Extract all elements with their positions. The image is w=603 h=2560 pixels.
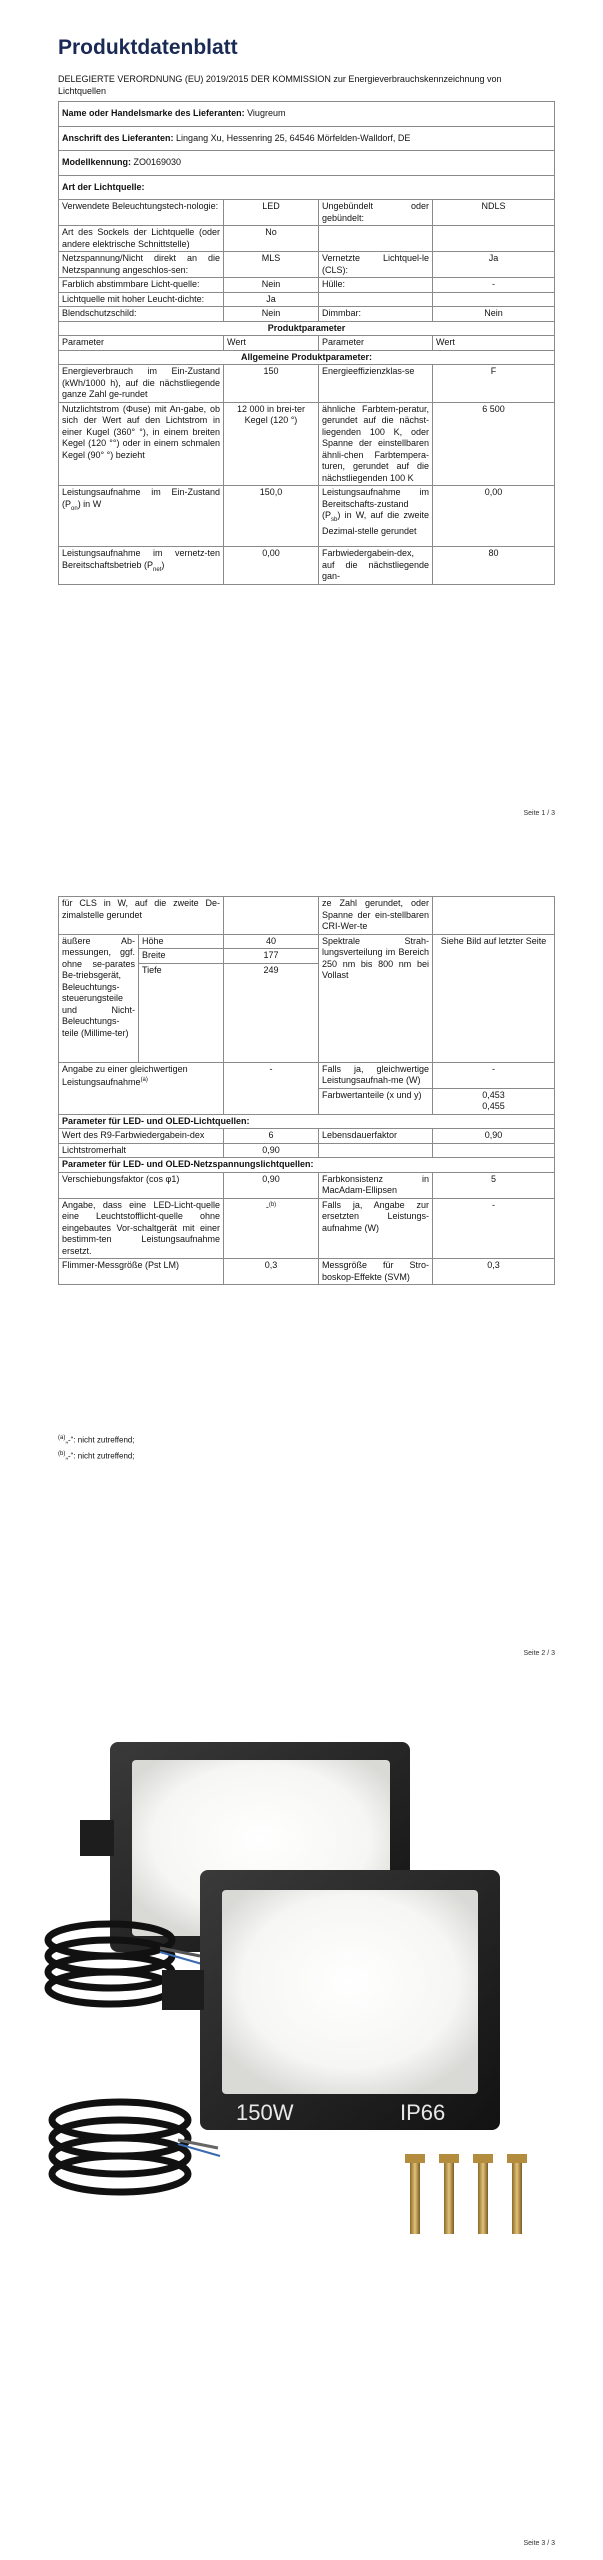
tunable-label: Farblich abstimmbare Licht-quelle:	[59, 278, 224, 293]
macadam-value: 5	[433, 1172, 555, 1198]
supplier-address-row	[59, 126, 555, 151]
tech-value: LED	[224, 200, 319, 226]
table-row	[59, 292, 555, 307]
fluorescent-replacement-label: Angabe, dass eine LED-Licht-quelle eine Leuchtstofflicht-quelle ohne eingebautes Vor-schaltgerät mit einer bestimm-ten Leistungsaufnahme ersetzt.	[59, 1198, 224, 1259]
svm-label: Messgröße für Stro-boskop-Effekte (SVM)	[319, 1259, 433, 1285]
energy-class-value: F	[433, 365, 555, 403]
dimmable-label: Dimmbar:	[319, 307, 433, 322]
ip-rating-label: IP66	[400, 2100, 446, 2125]
table-row	[59, 1172, 555, 1198]
supplier-address-label: Anschrift des Lieferanten:	[62, 132, 174, 143]
light-type-header-row	[59, 175, 555, 200]
tunable-value: Nein	[224, 278, 319, 293]
spd-value: Siehe Bild auf letzter Seite	[433, 934, 555, 1062]
col-header-value: Wert	[433, 336, 555, 351]
mains-label: Netzspannung/Nicht direkt an die Netzspannung angeschlos-sen:	[59, 252, 224, 278]
height-label: Höhe	[139, 934, 224, 949]
replaced-power-label: Falls ja, Angabe zur ersetzten Leistungs-aufnahme (W)	[319, 1198, 433, 1259]
power-on-label: Leistungsaufnahme im Ein-Zustand $(P_{on})$ in W	[59, 486, 224, 547]
table-row	[59, 200, 555, 226]
mains-value: MLS	[224, 252, 319, 278]
floodlight-front	[162, 1870, 500, 2130]
table-row	[59, 1198, 555, 1259]
chromaticity-value: 0,453 0,455	[433, 1088, 555, 1114]
width-value: 177	[224, 949, 319, 964]
unbundled-value: NDLS	[433, 200, 555, 226]
flicker-label: Flimmer-Messgröße (Pst LM)	[59, 1259, 224, 1285]
equivalent-watt-label: Falls ja, gleichwertige Leistungsaufnah-me (W)	[319, 1062, 433, 1088]
mains-header-row	[59, 1158, 555, 1173]
svm-value: 0,3	[433, 1259, 555, 1285]
regulation-subtitle: DELEGIERTE VERORDNUNG (EU) 2019/2015 DER KOMMISSION zur Energieverbrauchskennzeichnung von Lichtquellen	[58, 74, 502, 96]
replaced-power-value: -	[433, 1198, 555, 1259]
energy-value: 150	[224, 365, 319, 403]
model-id: ZO0169030	[133, 157, 182, 167]
product-image	[40, 1720, 570, 2280]
anchor-bolt	[507, 2154, 527, 2234]
supplier-name-label: Name oder Handelsmarke des Lieferanten:	[62, 108, 245, 118]
survival-value: 0,90	[433, 1129, 555, 1144]
table-row	[59, 307, 555, 322]
equivalent-watt-value: -	[433, 1062, 555, 1088]
glare-value: Nein	[224, 307, 319, 322]
power-on-value: 150,0	[224, 486, 319, 547]
unbundled-label: Ungebündelt oder gebündelt:	[319, 200, 433, 226]
table-row	[59, 547, 555, 585]
general-header-row	[59, 350, 555, 365]
table-row	[59, 1259, 555, 1285]
flux-value: 12 000 in brei-ter Kegel (120 °)	[224, 402, 319, 486]
col-header-param: Parameter	[319, 336, 433, 351]
parameters-table-continued	[58, 896, 555, 1285]
lumen-maintenance-value: 0,90	[224, 1143, 319, 1158]
spd-label: Spektrale Strah-lungsverteilung im Bereich 250 nm bis 800 nm bei Vollast	[319, 934, 433, 1062]
product-params-header: Produktparameter	[59, 321, 555, 336]
height-value: 40	[224, 934, 319, 949]
socket-value: No	[224, 226, 319, 252]
envelope-value: -	[433, 278, 555, 293]
cct-value: 6 500	[433, 402, 555, 486]
supplier-table	[58, 101, 555, 585]
fluorescent-replacement-value: -$^{(b)}$	[224, 1198, 319, 1259]
cct-label: ähnliche Farbtem-peratur, gerundet auf die nächst-liegenden 100 K, oder Spanne der einstellbaren ähnli-chen Farbtempera-turen, gerundet auf die nächstliegenden 100 K	[319, 402, 433, 486]
model-label: Modellkennung:	[62, 157, 131, 167]
anchor-bolt	[439, 2154, 459, 2234]
page-1	[0, 0, 603, 860]
connected-label: Vernetzte Lichtquel-le (CLS):	[319, 252, 433, 278]
macadam-label: Farbkonsistenz in MacAdam-Ellipsen	[319, 1172, 433, 1198]
lumen-maintenance-label: Lichtstromerhalt	[59, 1143, 224, 1158]
page-number: Seite 3 / 3	[523, 2540, 555, 2547]
energy-class-label: Energieeffizienzklas-se	[319, 365, 433, 403]
table-row	[59, 897, 555, 935]
general-params-header: Allgemeine Produktparameter:	[59, 350, 555, 365]
width-label: Breite	[139, 949, 224, 964]
page-number: Seite 2 / 3	[523, 1650, 555, 1657]
depth-label: Tiefe	[139, 963, 224, 1062]
standby-value: 0,00	[433, 486, 555, 547]
flicker-value: 0,3	[224, 1259, 319, 1285]
table-row	[59, 402, 555, 486]
cri-label-cont: ze Zahl gerundet, oder Spanne der ein-stellbaren CRI-Wer-te	[319, 897, 433, 935]
mains-params-header: Parameter für LED- und OLED-Netzspannungslichtquellen:	[59, 1158, 555, 1173]
flux-label: Nutzlichtstrom (Φuse) mit An-gabe, ob sich der Wert auf den Lichtstrom in einer Kugel (360° °), in einem breiten Kegel (120 °°) oder in einem schmalen Kegel (90° °) bezieht	[59, 402, 224, 486]
table-row	[59, 1143, 555, 1158]
networked-standby-label-cont: für CLS in W, auf die zweite De-zimalstelle gerundet	[59, 897, 224, 935]
chromaticity-label: Farbwertanteile (x und y)	[319, 1088, 433, 1114]
dimmable-value: Nein	[433, 307, 555, 322]
page-number: Seite 1 / 3	[523, 810, 555, 817]
table-row	[59, 278, 555, 293]
dimensions-label: äußere Ab-messungen, ggf. ohne se-parates Be-triebsgerät, Beleuchtungs-steuerungsteile und Nicht-Beleuchtungs-teile (Millime-ter)	[59, 934, 139, 1062]
anchor-bolt	[473, 2154, 493, 2234]
displacement-factor-label: Verschiebungsfaktor (cos φ1)	[59, 1172, 224, 1198]
document-title: Produktdatenblatt	[58, 36, 238, 59]
table-row	[59, 486, 555, 547]
anchor-bolt	[405, 2154, 425, 2234]
table-row	[59, 226, 555, 252]
connected-value: Ja	[433, 252, 555, 278]
supplier-name: Viugreum	[247, 108, 286, 118]
high-luminance-label: Lichtquelle mit hoher Leucht-dichte:	[59, 292, 224, 307]
footnote-b: $^{(b)}$„-“: nicht zutreffend;	[58, 1451, 135, 1461]
table-row	[59, 1062, 555, 1088]
light-type-header: Art der Lichtquelle:	[59, 175, 555, 200]
led-params-header: Parameter für LED- und OLED-Lichtquellen:	[59, 1114, 555, 1129]
anchor-bolts	[405, 2154, 527, 2234]
supplier-name-row	[59, 102, 555, 127]
table-row	[59, 365, 555, 403]
glare-label: Blendschutzschild:	[59, 307, 224, 322]
energy-label: Energieverbrauch im Ein-Zustand (kWh/1000 h), auf die nächstliegende ganze Zahl ge-rundet	[59, 365, 224, 403]
led-header-row	[59, 1114, 555, 1129]
r9-label: Wert des R9-Farbwiedergabein-dex	[59, 1129, 224, 1144]
standby-label: Leistungsaufnahme im Bereitschafts-zustand $(P_{sb})$ in W, auf die zweite Dezimal-stelle gerundet	[319, 486, 433, 547]
power-label: 150W	[236, 2100, 294, 2125]
page-3	[0, 1660, 603, 2560]
equivalent-power-label: Angabe zu einer gleichwertigen Leistungsaufnahme$^{(a)}$	[59, 1062, 224, 1114]
networked-standby-label: Leistungsaufnahme im vernetz-ten Bereitschaftsbetrieb $(P_{net})$	[59, 547, 224, 585]
table-row	[59, 252, 555, 278]
footnote-a: $^{(a)}$„-“: nicht zutreffend;	[58, 1435, 135, 1445]
equivalent-power-value: -	[224, 1062, 319, 1114]
cri-value: 80	[433, 547, 555, 585]
page-2	[0, 860, 603, 1660]
displacement-factor-value: 0,90	[224, 1172, 319, 1198]
cable-coil-front	[52, 2102, 188, 2192]
survival-label: Lebensdauerfaktor	[319, 1129, 433, 1144]
table-row	[59, 934, 555, 949]
r9-value: 6	[224, 1129, 319, 1144]
networked-standby-value: 0,00	[224, 547, 319, 585]
socket-label: Art des Sockels der Lichtquelle (oder andere elektrische Schnittstelle)	[59, 226, 224, 252]
supplier-address: Lingang Xu, Hessenring 25, 64546 Mörfelden-Walldorf, DE	[176, 132, 411, 143]
envelope-label: Hülle:	[319, 278, 433, 293]
depth-value: 249	[224, 963, 319, 1062]
product-params-header-row	[59, 321, 555, 336]
tech-label: Verwendete Beleuchtungstech-nologie:	[59, 200, 224, 226]
col-header-value: Wert	[224, 336, 319, 351]
column-header-row	[59, 336, 555, 351]
cri-label: Farbwiedergabein-dex, auf die nächstliegende gan-	[319, 547, 433, 585]
model-row	[59, 151, 555, 176]
table-row	[59, 1129, 555, 1144]
high-luminance-value: Ja	[224, 292, 319, 307]
col-header-param: Parameter	[59, 336, 224, 351]
